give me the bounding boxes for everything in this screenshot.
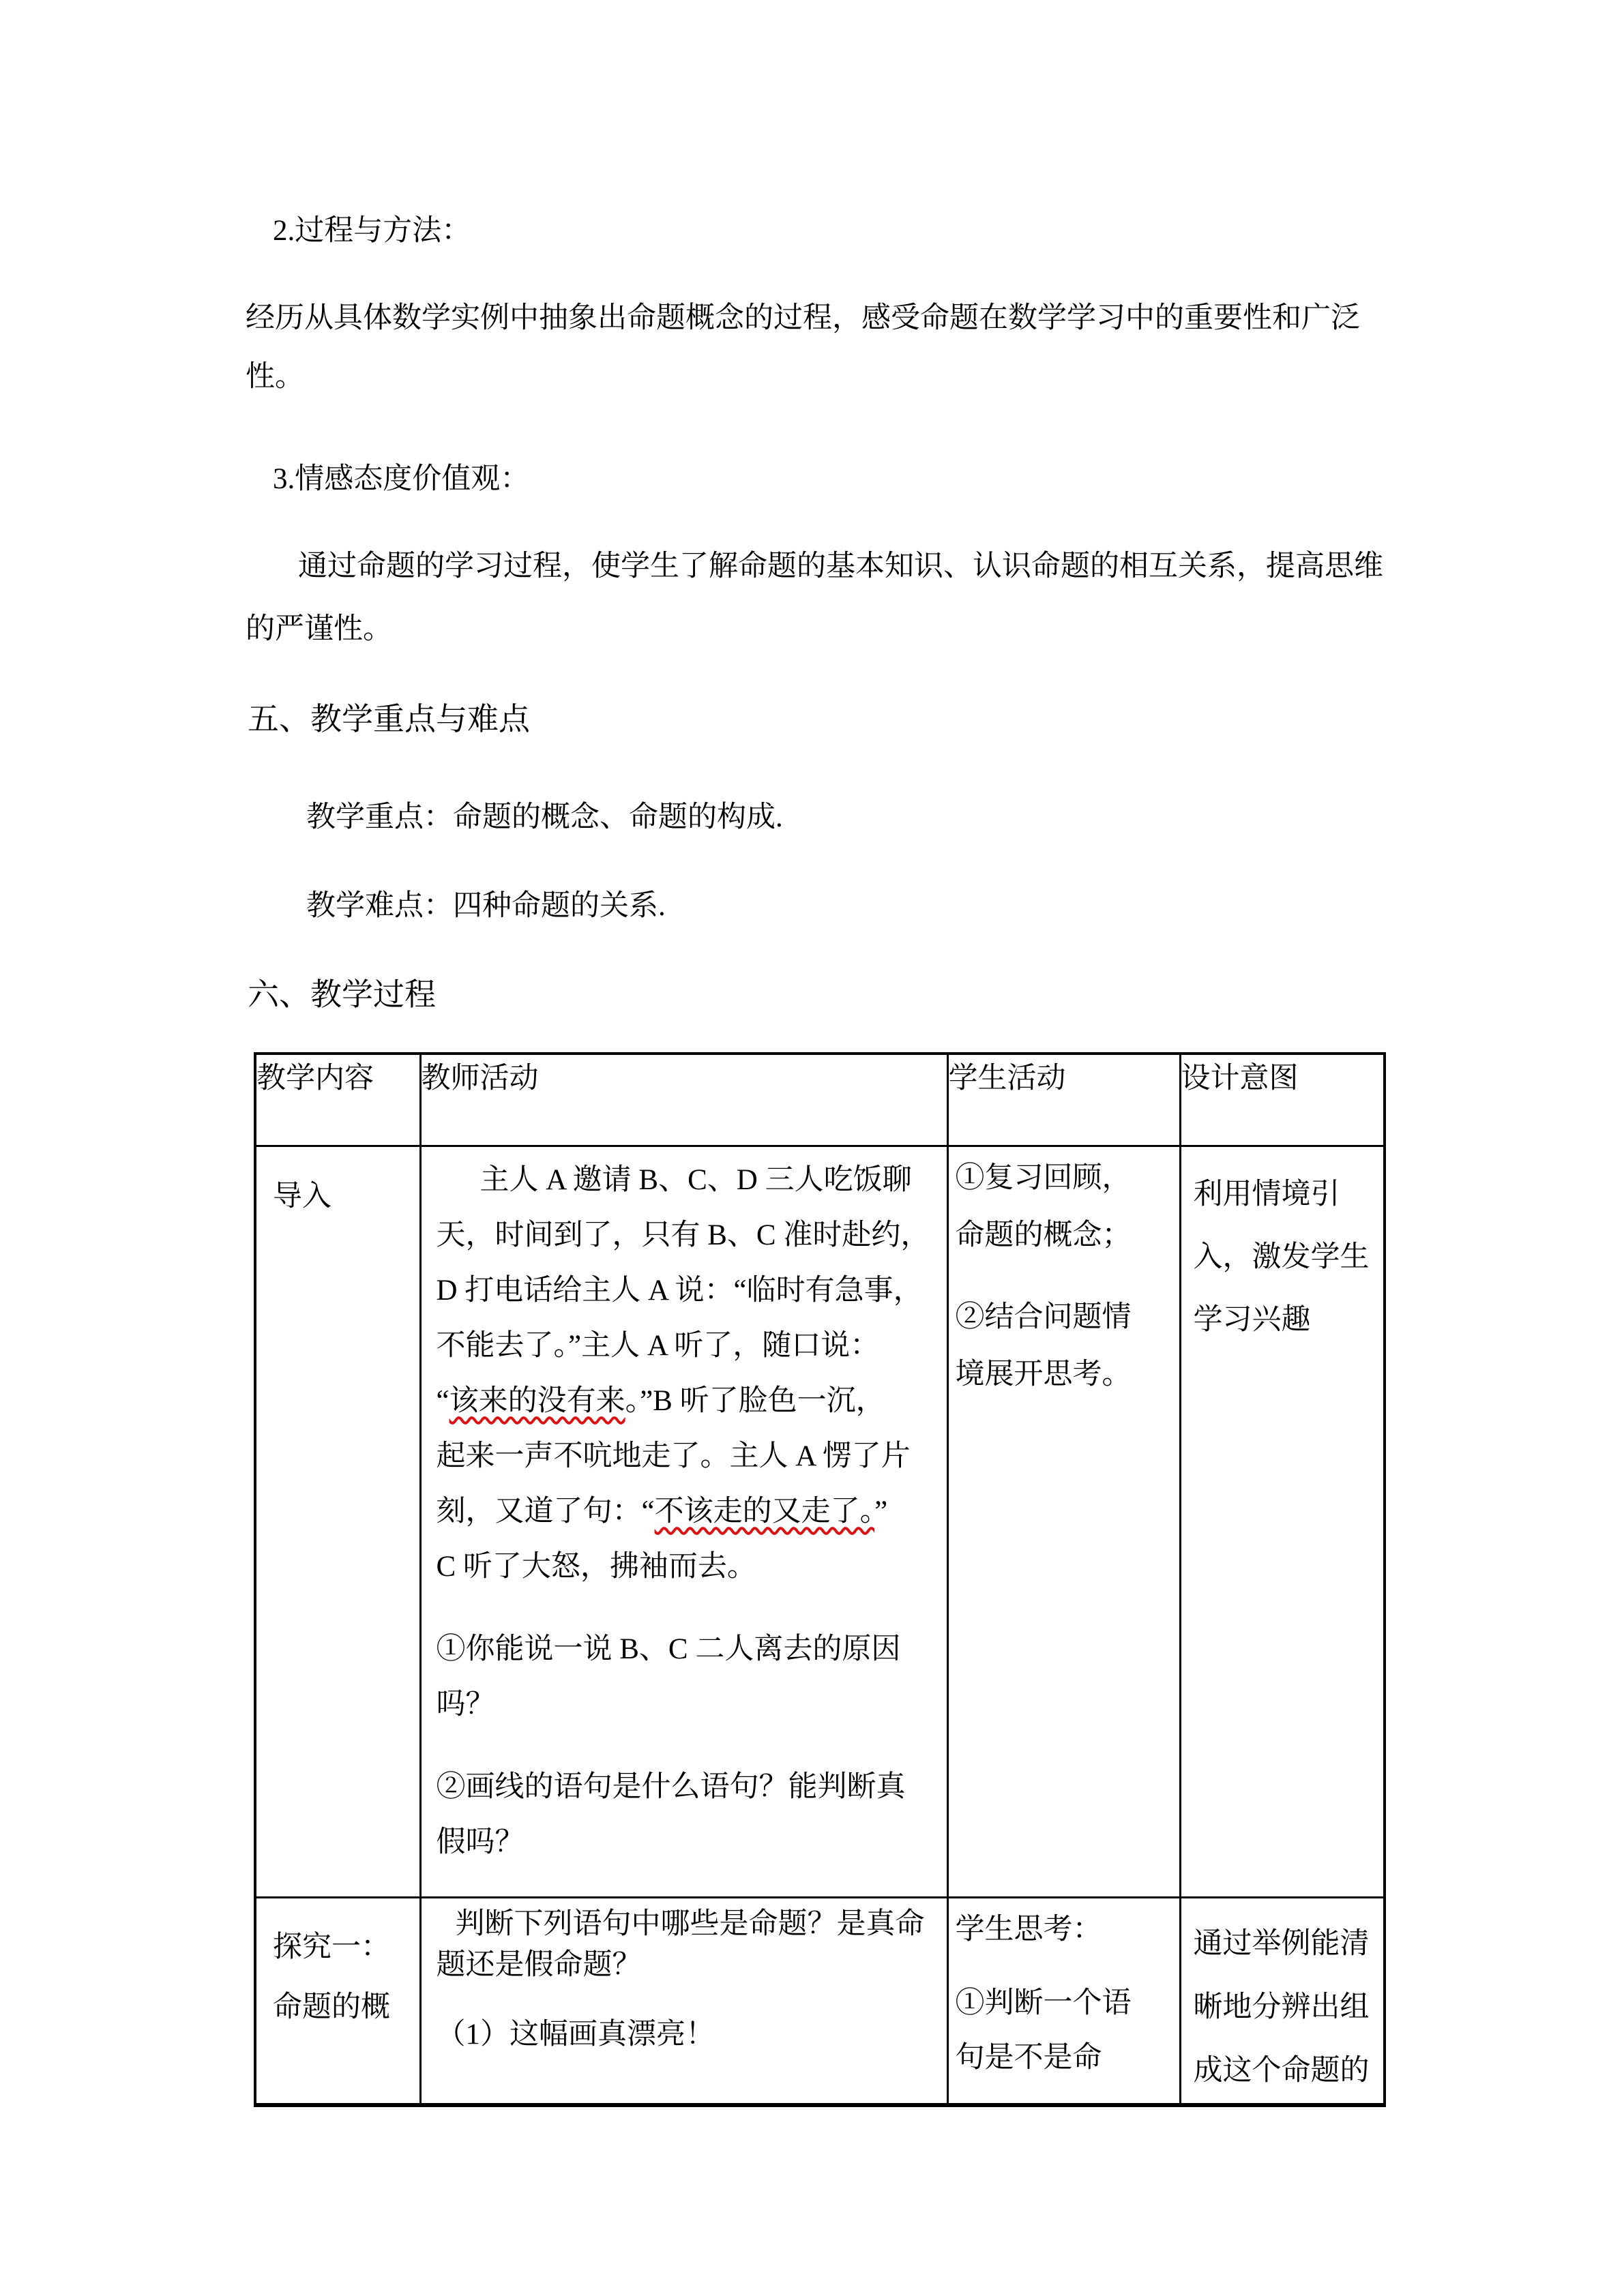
teacher-story-line: D 打电话给主人 A 说：“临时有急事， <box>436 1274 923 1307</box>
section2-paragraph-line2: 性。 <box>246 361 304 393</box>
intro-student-cell <box>947 1146 1180 1897</box>
intro-topic-cell <box>255 1146 420 1897</box>
section5-heading: 五、教学重点与难点 <box>248 702 530 736</box>
explore1-intent-line: 成这个命题的 <box>1193 2054 1370 2087</box>
section3-paragraph-line2: 的严谨性。 <box>246 613 392 645</box>
teacher-question1-line2: 吗？ <box>436 1688 495 1720</box>
explore1-topic-cell <box>255 1897 420 2105</box>
section2-heading: 2.过程与方法： <box>273 215 471 247</box>
story-text: 。”B 听了脸色一沉， <box>625 1384 885 1417</box>
quote-open: “ <box>436 1384 449 1417</box>
section6-heading: 六、教学过程 <box>248 977 436 1012</box>
design-intent-line: 利用情境引 <box>1193 1178 1340 1210</box>
explore1-topic-line: 命题的概 <box>273 1991 390 2023</box>
teaching-process-table <box>254 1052 1386 2107</box>
teacher-question2-line2: 假吗？ <box>436 1825 525 1858</box>
explore1-student-line: 句是不是命 <box>955 2041 1102 2074</box>
underlined-phrase-2: 不该走的又走了。 <box>654 1495 875 1527</box>
explore1-intent-line: 通过举例能清 <box>1193 1927 1370 1960</box>
header-teacher-activity: 教师活动 <box>420 1054 947 1146</box>
teacher-story-line <box>437 1373 934 1429</box>
teacher-story-line <box>437 1484 934 1539</box>
story-text: 刻，又道了句：“ <box>436 1495 655 1527</box>
section3-paragraph-line1: 通过命题的学习过程，使学生了解命题的基本知识、认识命题的相互关系，提高思维 <box>298 550 1383 582</box>
section3-heading: 3.情感态度价值观： <box>273 463 530 495</box>
student-activity-line: ②结合问题情 <box>955 1300 1132 1333</box>
student-activity-line: 境展开思考。 <box>955 1358 1132 1390</box>
teacher-story-line: 起来一声不吭地走了。主人 A 愣了片 <box>436 1440 911 1472</box>
quote-close: ” <box>874 1495 888 1527</box>
header-teaching-content: 教学内容 <box>255 1054 420 1146</box>
student-activity-line: ①复习回顾， <box>955 1161 1132 1194</box>
underlined-phrase-1: 该来的没有来 <box>449 1384 625 1417</box>
explore1-teacher-line: 判断下列语句中哪些是命题？是真命 <box>455 1907 925 1940</box>
teaching-key-point: 教学重点：命题的概念、命题的构成. <box>306 801 783 833</box>
design-intent-line: 学习兴趣 <box>1193 1303 1311 1336</box>
teacher-story-line: C 听了大怒，拂袖而去。 <box>436 1550 756 1583</box>
explore1-example-line: （1）这幅画真漂亮！ <box>436 2018 715 2051</box>
explore1-intent-cell <box>1180 1897 1385 2105</box>
intro-teacher-cell <box>420 1146 947 1897</box>
table-row-intro <box>255 1146 1385 1897</box>
intro-intent-cell <box>1180 1146 1385 1897</box>
explore1-student-line: ①判断一个语 <box>955 1986 1132 2019</box>
explore1-intent-line: 晰地分辨出组 <box>1193 1991 1370 2023</box>
explore1-student-line: 学生思考： <box>955 1913 1102 1945</box>
table-header-row <box>255 1054 1385 1146</box>
explore1-teacher-cell <box>420 1897 947 2105</box>
section2-paragraph-line1: 经历从具体数学实例中抽象出命题概念的过程，感受命题在数学学习中的重要性和广泛 <box>246 302 1360 334</box>
explore1-topic-line: 探究一： <box>273 1930 390 1963</box>
header-design-intent: 设计意图 <box>1180 1054 1385 1146</box>
teacher-story-line: 不能去了。”主人 A 听了，随口说： <box>436 1329 880 1362</box>
teaching-difficulty: 教学难点：四种命题的关系. <box>306 890 666 922</box>
student-activity-line: 命题的概念； <box>955 1219 1132 1251</box>
teacher-story-line: 天，时间到了，只有 B、C 准时赴约， <box>436 1219 930 1251</box>
intro-topic-label: 导入 <box>273 1180 331 1212</box>
teacher-story-line: 主人 A 邀请 B、C、D 三人吃饭聊 <box>479 1163 912 1196</box>
explore1-student-cell <box>947 1897 1180 2105</box>
design-intent-line: 入，激发学生 <box>1193 1240 1370 1273</box>
header-student-activity: 学生活动 <box>947 1054 1180 1146</box>
teacher-question2-line1: ②画线的语句是什么语句？能判断真 <box>436 1770 906 1803</box>
table-row-explore1 <box>255 1897 1385 2105</box>
teacher-question1-line1: ①你能说一说 B、C 二人离去的原因 <box>436 1632 901 1665</box>
explore1-teacher-line: 题还是假命题？ <box>436 1948 642 1981</box>
